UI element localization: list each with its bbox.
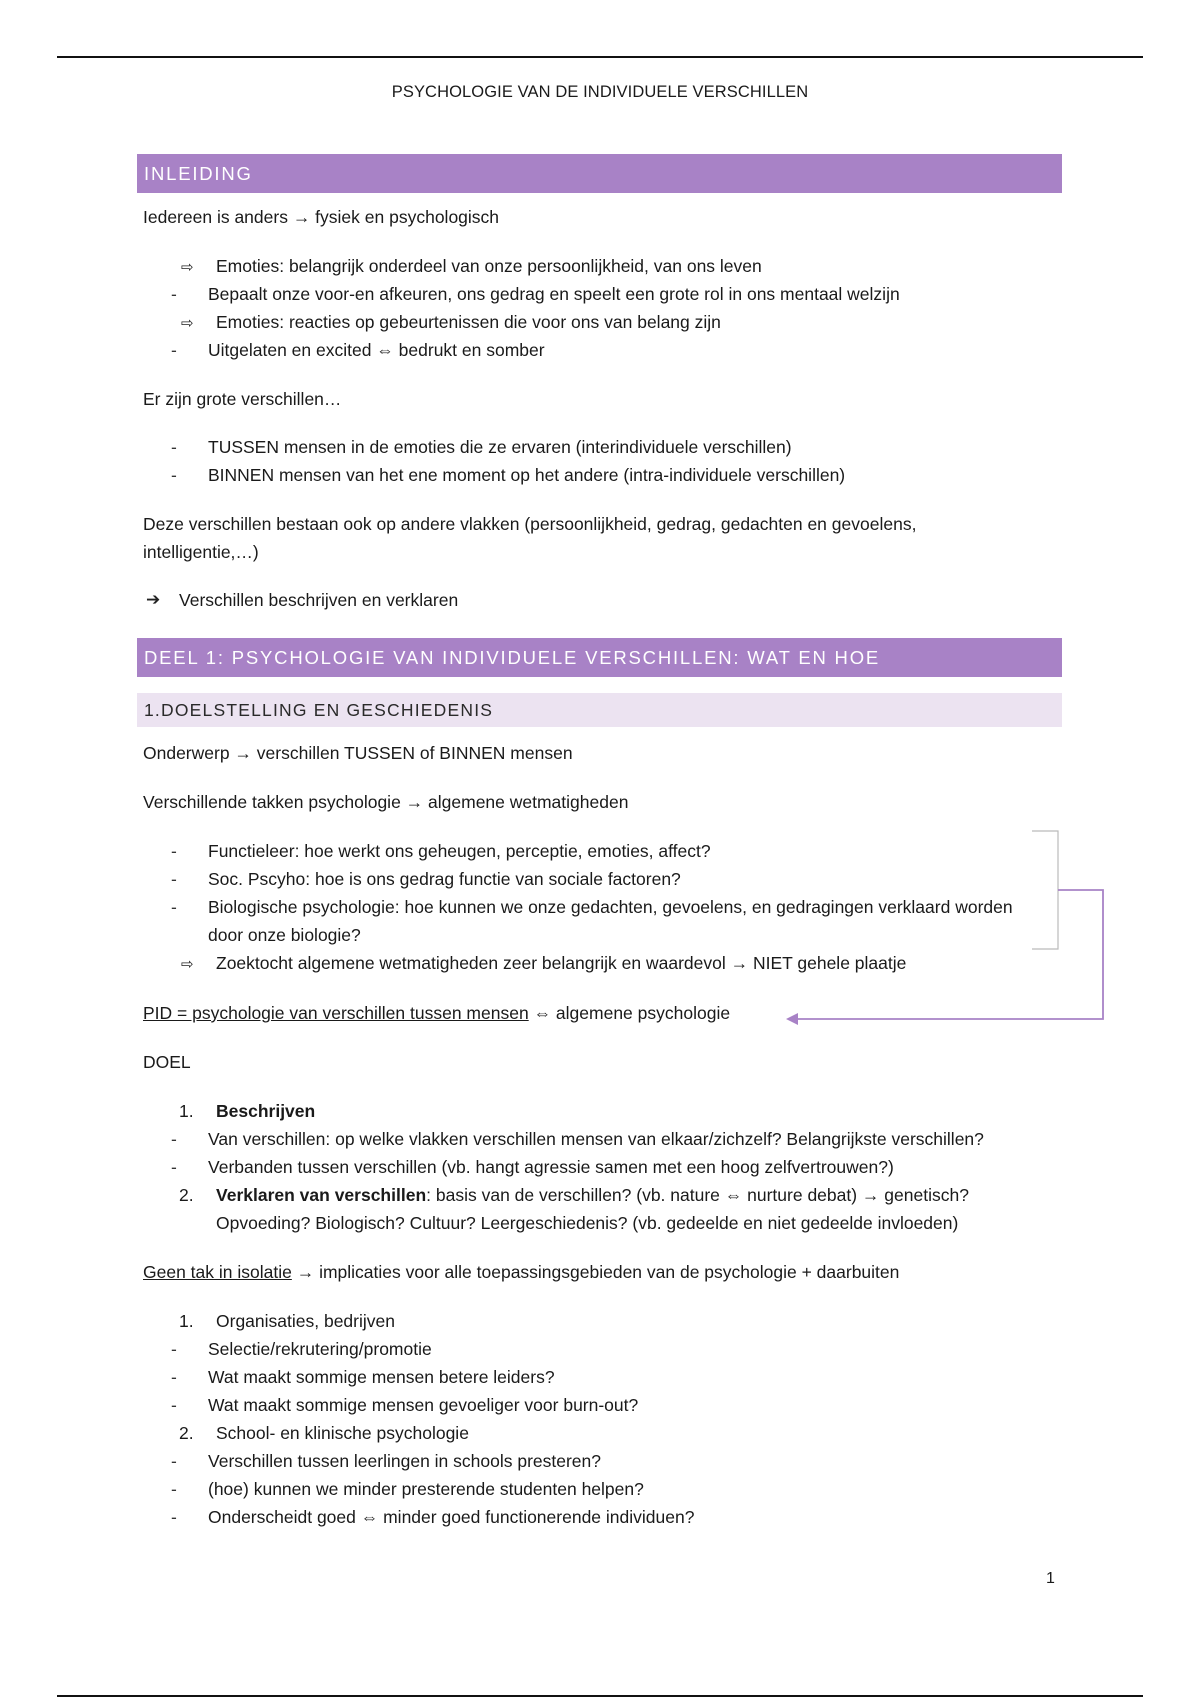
zoektocht-line: Zoektocht algemene wetmatigheden zeer belangrijk en waardevol → NIET gehele plaatje [216,953,907,973]
doel-bold: Beschrijven [216,1101,316,1121]
list-item: Emoties: belangrijk onderdeel van onze persoonlijkheid, van ons leven [216,256,762,276]
dash-bullet: - [171,1451,177,1471]
dash-bullet: - [171,465,177,485]
list-item: Verbanden tussen verschillen (vb. hangt agressie samen met een hoog zelfvertrouwen?) [208,1157,894,1177]
list-item: TUSSEN mensen in de emoties die ze ervaren (interindividuele verschillen) [208,437,792,457]
hollow-arrow-icon: ⇨ [181,259,194,276]
dash-bullet: - [171,869,177,889]
list-item: BINNEN mensen van het ene moment op het andere (intra-individuele verschillen) [208,465,846,485]
connector-arrowhead [786,1013,798,1025]
list-item: Emoties: reacties op gebeurtenissen die voor ons van belang zijn [216,312,721,332]
doel-continuation: Opvoeding? Biologisch? Cultuur? Leergeschiedenis? (vb. gedeelde en niet gedeelde invloeden) [216,1213,959,1233]
paragraph-line: intelligentie,…) [143,542,259,562]
list-item-continuation: door onze biologie? [208,925,361,945]
document-title: PSYCHOLOGIE VAN DE INDIVIDUELE VERSCHILLEN [391,83,809,101]
list-item: Selectie/rekrutering/promotie [208,1339,432,1359]
list-item: Biologische psychologie: hoe kunnen we onze gedachten, gevoelens, en gedragingen verklaard worden [208,897,1013,917]
intro-line: Iedereen is anders → fysiek en psychologisch [143,207,500,227]
doel-label: DOEL [143,1052,191,1072]
dash-bullet: - [171,1507,177,1527]
dash-bullet: - [171,284,177,304]
list-item: Soc. Pscyho: hoe is ons gedrag functie van sociale factoren? [208,869,681,889]
list-item: Wat maakt sommige mensen gevoeliger voor burn-out? [208,1395,639,1415]
pid-underlined: PID = psychologie van verschillen tussen mensen [143,1003,529,1023]
bracket-line [1032,831,1058,949]
toepassing-item: Organisaties, bedrijven [216,1311,395,1331]
hollow-arrow-icon: ⇨ [181,315,194,332]
bold-arrow-icon: ➔ [146,590,161,609]
takken-line: Verschillende takken psychologie → algemene wetmatigheden [143,792,629,812]
list-item: Verschillen tussen leerlingen in schools presteren? [208,1451,602,1471]
isolatie-rest: → implicaties voor alle toepassingsgebieden van de psychologie + daarbuiten [291,1262,900,1282]
paragraph-line: Deze verschillen bestaan ook op andere vlakken (persoonlijkheid, gedrag, gedachten en gevoelens, [143,514,917,534]
dash-bullet: - [171,340,177,360]
list-item: Onderscheidt goed ⇔ minder goed functionerende individuen? [208,1507,695,1527]
isolatie-underlined: Geen tak in isolatie [143,1262,292,1282]
pid-rest: ⇔ algemene psychologie [528,1003,731,1023]
bottom-rule [57,1695,1143,1697]
dash-bullet: - [171,1395,177,1415]
page-number: 1 [1046,1570,1055,1587]
dash-bullet: - [171,437,177,457]
list-item: Van verschillen: op welke vlakken verschillen mensen van elkaar/zichzelf? Belangrijkste verschillen? [208,1129,984,1149]
doel-bold: Verklaren van verschillen [216,1185,427,1205]
verschillen-intro: Er zijn grote verschillen… [143,389,342,409]
dash-bullet: - [171,1157,177,1177]
doel-rest: : basis van de verschillen? (vb. nature ⇔ nurture debat) → genetisch? [426,1185,969,1205]
dash-bullet: - [171,1129,177,1149]
dash-bullet: - [171,1479,177,1499]
section-heading-inleiding: INLEIDING [137,154,1062,193]
dash-bullet: - [171,897,177,917]
dash-bullet: - [171,1339,177,1359]
list-number: 2. [179,1423,194,1443]
list-number: 1. [179,1101,194,1121]
list-item: Functieleer: hoe werkt ons geheugen, perceptie, emoties, affect? [208,841,711,861]
list-item: Bepaalt onze voor-en afkeuren, ons gedrag en speelt een grote rol in ons mentaal welzijn [208,284,900,304]
subsection-heading: 1.DOELSTELLING EN GESCHIEDENIS [137,693,1062,727]
list-item: (hoe) kunnen we minder presterende studenten helpen? [208,1479,644,1499]
connector-line [792,890,1103,1019]
list-number: 1. [179,1311,194,1331]
section-heading-deel1: DEEL 1: PSYCHOLOGIE VAN INDIVIDUELE VERSCHILLEN: WAT EN HOE [137,638,1062,677]
dash-bullet: - [171,1367,177,1387]
list-item: Wat maakt sommige mensen betere leiders? [208,1367,555,1387]
hollow-arrow-icon: ⇨ [181,956,194,973]
onderwerp-line: Onderwerp → verschillen TUSSEN of BINNEN mensen [143,743,573,763]
list-item: Uitgelaten en excited ⇔ bedrukt en somber [208,340,545,360]
conclusion-line: Verschillen beschrijven en verklaren [179,590,459,610]
list-number: 2. [179,1185,194,1205]
toepassing-item: School- en klinische psychologie [216,1423,469,1443]
dash-bullet: - [171,841,177,861]
